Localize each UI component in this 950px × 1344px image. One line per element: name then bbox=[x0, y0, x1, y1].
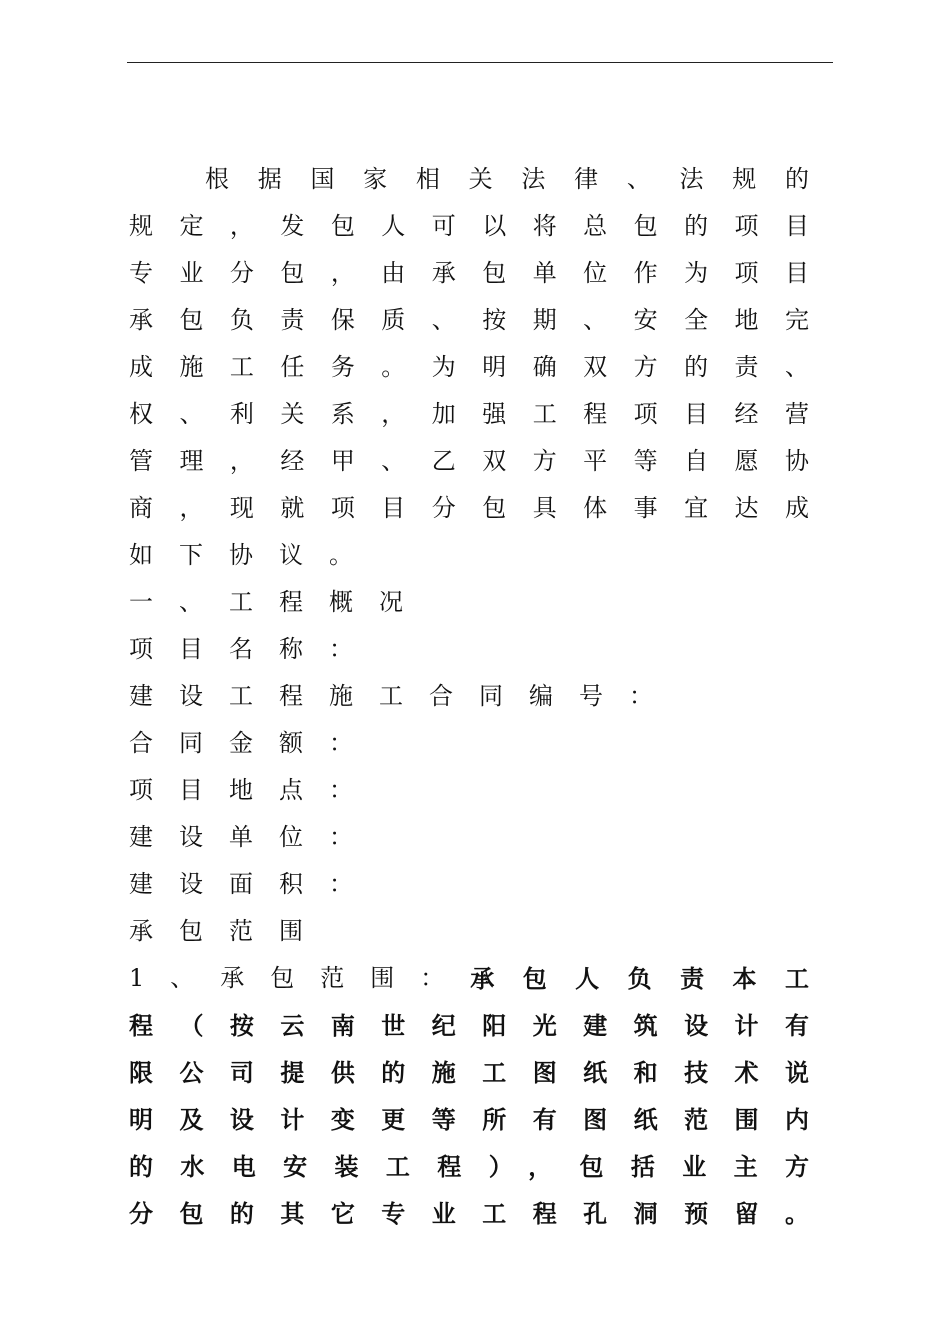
field-contract-amount: 合同金额： bbox=[129, 729, 379, 757]
field-construction-area: 建设面积： bbox=[129, 870, 379, 898]
intro-line-5: 成施工任务。为明确双方的责、 bbox=[129, 353, 809, 381]
section-title-project-overview: 一、工程概况 bbox=[129, 588, 429, 616]
intro-line-2: 规定，发包人可以将总包的项目 bbox=[129, 212, 809, 240]
intro-line-6: 权、利关系，加强工程项目经营 bbox=[129, 400, 809, 428]
document-body bbox=[129, 156, 819, 1237]
field-project-name: 项目名称： bbox=[129, 635, 379, 663]
header-rule bbox=[127, 62, 833, 63]
intro-line-3: 专业分包，由承包单位作为项目 bbox=[129, 259, 809, 287]
intro-line-8: 商，现就项目分包具体事宜达成 bbox=[129, 494, 809, 522]
intro-line-1: 根据国家相关法律、法规的 bbox=[205, 165, 809, 193]
intro-line-9: 如下协议。 bbox=[129, 541, 379, 569]
scope-item-label: 1、承包范围： bbox=[129, 964, 471, 992]
scope-text-line-4: 明及设计变更等所有图纸范围内 bbox=[129, 1105, 809, 1134]
scope-text-line-1: 承包人负责本工 bbox=[470, 964, 809, 993]
field-construction-unit: 建设单位： bbox=[129, 823, 379, 851]
scope-text-line-3: 限公司提供的施工图纸和技术说 bbox=[129, 1058, 809, 1087]
intro-line-7: 管理，经甲、乙双方平等自愿协 bbox=[129, 447, 809, 475]
scope-item-line-1 bbox=[129, 955, 809, 1002]
scope-text-line-2: 程（按云南世纪阳光建筑设计有 bbox=[129, 1011, 809, 1040]
field-contract-number: 建设工程施工合同编号： bbox=[129, 682, 679, 710]
scope-heading: 承包范围 bbox=[129, 917, 329, 945]
intro-line-4: 承包负责保质、按期、安全地完 bbox=[129, 306, 809, 334]
scope-text-line-6: 分包的其它专业工程孔洞预留。 bbox=[129, 1199, 809, 1228]
field-project-location: 项目地点： bbox=[129, 776, 379, 804]
scope-text-line-5: 的水电安装工程），包括业主方 bbox=[129, 1152, 809, 1181]
